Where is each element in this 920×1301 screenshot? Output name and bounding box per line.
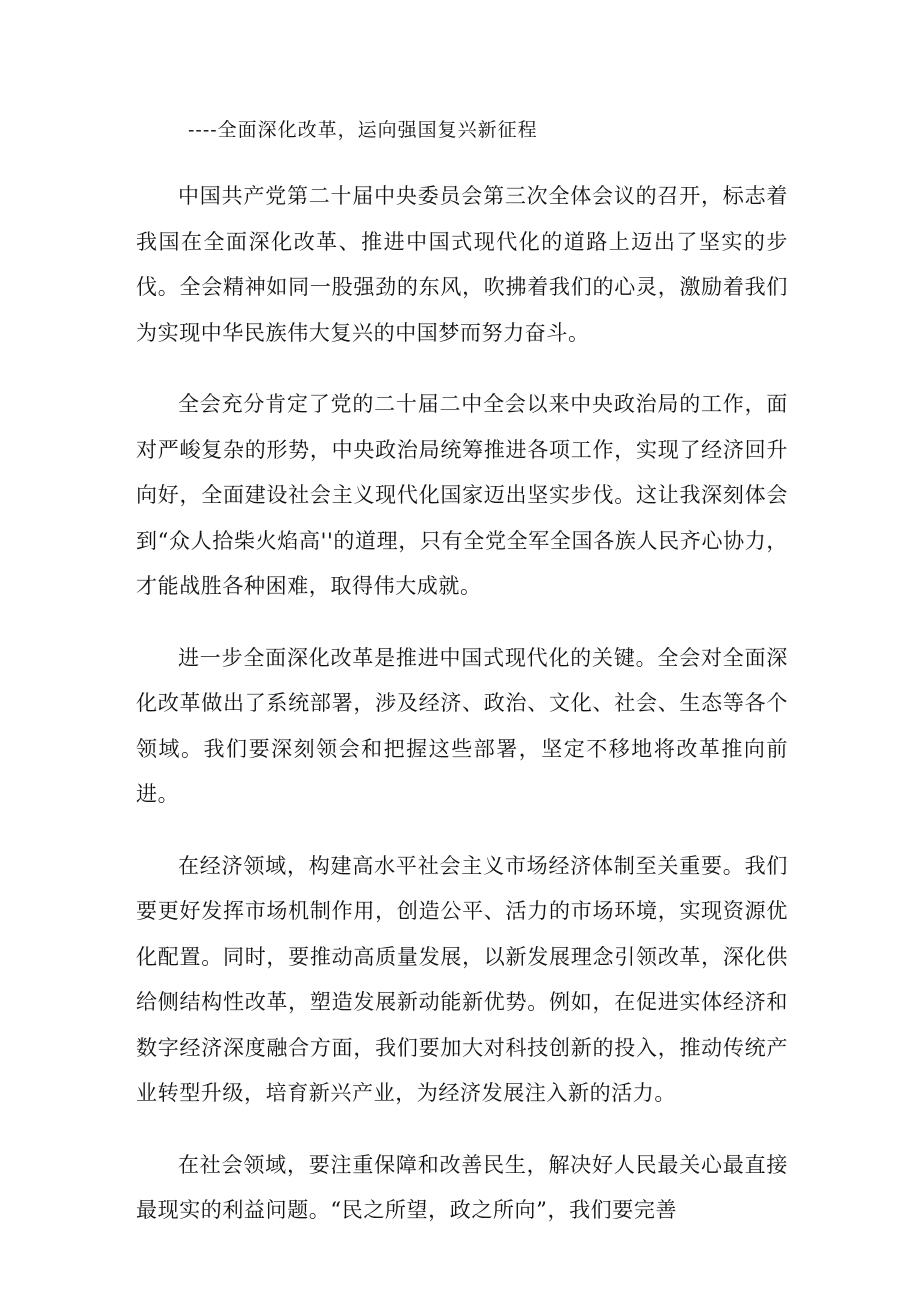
paragraph-2: 全会充分肯定了党的二十届二中全会以来中央政治局的工作，面对严峻复杂的形势，中央政治局统筹推进各项工作，实现了经济回升向好，全面建设社会主义现代化国家迈出坚实步伐。这让我深刻体会到“众人拾柴火焰高''的道理，只有全党全军全国各族人民齐心协力，才能战胜各种困难，取得伟大成就。	[136, 392, 788, 598]
document-page	[136, 112, 788, 1260]
paragraph-3: 进一步全面深化改革是推进中国式现代化的关键。全会对全面深化改革做出了系统部署，涉及经济、政治、文化、社会、生态等各个领域。我们要深刻领会和把握这些部署，坚定不移地将改革推向前进。	[136, 645, 788, 806]
paragraph-5: 在社会领域，要注重保障和改善民生，解决好人民最关心最直接最现实的利益问题。“民之所望，政之所向”，我们要完善	[136, 1152, 788, 1222]
paragraph-1: 中国共产党第二十届中央委员会第三次全体会议的召开，标志着我国在全面深化改革、推进中国式现代化的道路上迈出了坚实的步伐。全会精神如同一股强劲的东风，吹拂着我们的心灵，激励着我们为实现中华民族伟大复兴的中国梦而努力奋斗。	[136, 184, 788, 345]
paragraph-4: 在经济领域，构建高水平社会主义市场经济体制至关重要。我们要更好发挥市场机制作用，创造公平、活力的市场环境，实现资源优化配置。同时，要推动高质量发展，以新发展理念引领改革，深化供给侧结构性改革，塑造发展新动能新优势。例如，在促进实体经济和数字经济深度融合方面，我们要加大对科技创新的投入，推动传统产业转型升级，培育新兴产业，为经济发展注入新的活力。	[136, 853, 788, 1105]
document-subtitle: ----全面深化改革，运向强国复兴新征程	[188, 119, 538, 141]
